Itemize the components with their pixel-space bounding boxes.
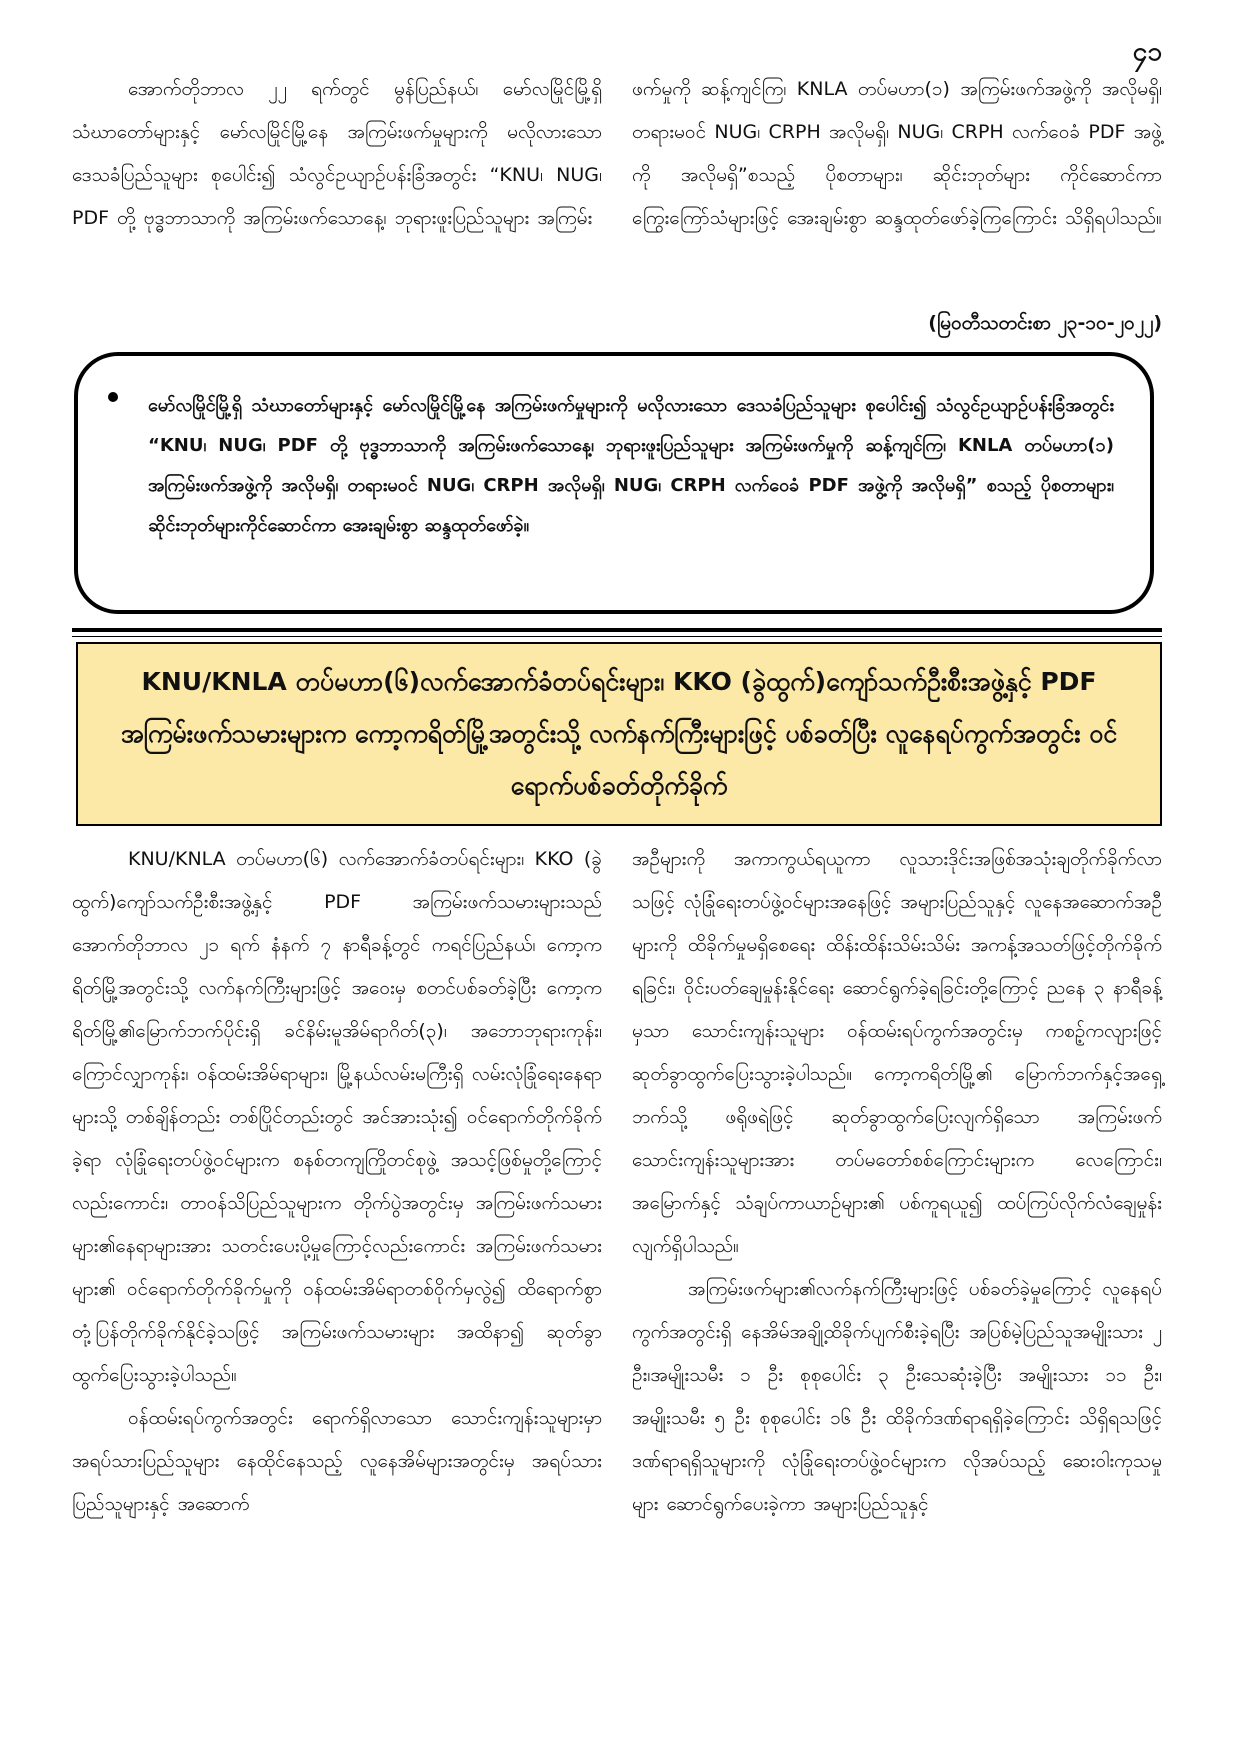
top-left-column bbox=[72, 68, 602, 298]
article-paragraph: ဝန်ထမ်းရပ်ကွက်အတွင်း ရောက်ရှိလာသော သောင်းကျန်းသူများမှာ အရပ်သားပြည်သူများ နေထိုင်နေသည့် လူနေအိမ်များအတွင်းမှ အရပ်သားပြည်သူများနှင့် အဆောက် bbox=[72, 1407, 602, 1515]
bullet-icon bbox=[108, 392, 118, 402]
highlight-summary-box bbox=[74, 352, 1154, 614]
top-left-paragraph: အောက်တိုဘာလ ၂၂ ရက်တွင် မွန်ပြည်နယ်၊ မော်လမြိုင်မြို့ရှိ သံဃာတော်များနှင့် မော်လမြိုင်မြို့နေ အကြမ်းဖက်မှုများကို မလိုလားသော ဒေသခံပြည်သူများ စုပေါင်း၍ သံလွင်ဥယျာဉ်ပန်းခြံအတွင်း “KNU၊ NUG၊ PDF တို့ ဗုဒ္ဓဘာသာကို အကြမ်းဖက်သောနေ့၊ ဘုရားဖူးပြည်သူများ အကြမ်း bbox=[72, 78, 602, 229]
source-citation: (မြဝတီသတင်းစာ ၂၃-၁၀-၂၀၂၂) bbox=[928, 312, 1162, 334]
top-right-column bbox=[632, 68, 1162, 298]
article-paragraph: KNU/KNLA တပ်မဟာ(၆) လက်အောက်ခံတပ်ရင်းများ၊ KKO (ခွဲထွက်)ကျော်သက်ဦးစီးအဖွဲ့နှင့် PDF အကြမ်းဖက်သမားများသည် အောက်တိုဘာလ ၂၁ ရက် နံနက် ၇ နာရီခန့်တွင် ကရင်ပြည်နယ်၊ ကော့ကရိတ်မြို့အတွင်းသို့ လက်နက်ကြီးများဖြင့် အဝေးမှ စတင်ပစ်ခတ်ခဲ့ပြီး ကော့ကရိတ်မြို့၏မြောက်ဘက်ပိုင်းရှိ ခင်နိမ်းမူအိမ်ရာဂိတ်(၃)၊ အဘောဘုရားကုန်း၊ ကြောင်လျှာကုန်း၊ ဝန်ထမ်းအိမ်ရာများ၊ မြို့နယ်လမ်းမကြီးရှိ လမ်းလုံခြုံရေးနေရာများသို့ တစ်ချိန်တည်း တစ်ပြိုင်တည်းတွင် အင်အားသုံး၍ ဝင်ရောက်တိုက်ခိုက်ခဲ့ရာ လုံခြုံရေးတပ်ဖွဲ့ဝင်များက စနစ်တကျကြိုတင်စုဖွဲ့ အသင့်ဖြစ်မှုတို့ကြောင့်လည်းကောင်း၊ တာဝန်သိပြည်သူများက တိုက်ပွဲအတွင်းမှ အကြမ်းဖက်သမားများ၏နေရာများအား သတင်းပေးပို့မှုကြောင့်လည်းကောင်း အကြမ်းဖက်သမားများ၏ ဝင်ရောက်တိုက်ခိုက်မှုကို ဝန်ထမ်းအိမ်ရာတစ်ဝိုက်မှလွဲ၍ ထိရောက်စွာ တုံ့ပြန်တိုက်ခိုက်နိုင်ခဲ့သဖြင့် အကြမ်းဖက်သမားများ အထိနာ၍ ဆုတ်ခွာထွက်ပြေးသွားခဲ့ပါသည်။ bbox=[72, 848, 602, 1386]
top-text-columns bbox=[72, 68, 1162, 298]
article-paragraph: အကြမ်းဖက်များ၏လက်နက်ကြီးများဖြင့် ပစ်ခတ်ခဲ့မှုကြောင့် လူနေရပ်ကွက်အတွင်းရှိ နေအိမ်အချို့ထိခိုက်ပျက်စီးခဲ့ရပြီး အပြစ်မဲ့ပြည်သူအမျိုးသား ၂ ဦး၊အမျိုးသမီး ၁ ဦး စုစုပေါင်း ၃ ဦးသေဆုံးခဲ့ပြီး အမျိုးသား ၁၁ ဦး၊ အမျိုးသမီး ၅ ဦး စုစုပေါင်း ၁၆ ဦး ထိခိုက်ဒဏ်ရာရရှိခဲ့ကြောင်း သိရှိရသဖြင့် ဒဏ်ရာရရှိသူများကို လုံခြုံရေးတပ်ဖွဲ့ဝင်များက လိုအပ်သည့် ဆေးဝါးကုသမှုများ ဆောင်ရွက်ပေးခဲ့ကာ အများပြည်သူနှင့် bbox=[632, 1278, 1162, 1515]
top-right-paragraph: ဖက်မှုကို ဆန့်ကျင်ကြ၊ KNLA တပ်မဟာ(၁) အကြမ်းဖက်အဖွဲ့ကို အလိုမရှိ၊ တရားမဝင် NUG၊ CRPH အလိုမရှိ၊ NUG၊ CRPH လက်ဝေခံ PDF အဖွဲ့ကို အလိုမရှိ”စသည့် ပိုစတာများ၊ ဆိုင်းဘုတ်များ ကိုင်ဆောင်ကာ ကြွေးကြော်သံများဖြင့် အေးချမ်းစွာ ဆန္ဒထုတ်ဖော်ခဲ့ကြကြောင်း သိရှိရပါသည်။ bbox=[632, 78, 1162, 229]
article-right-column bbox=[632, 838, 1162, 1733]
section-divider-thin bbox=[72, 636, 1162, 637]
headline-box bbox=[76, 642, 1162, 826]
article-left-column bbox=[72, 838, 602, 1733]
article-headline: KNU/KNLA တပ်မဟာ(၆)လက်အောက်ခံတပ်ရင်းများ၊ KKO (ခွဲထွက်)ကျော်သက်ဦးစီးအဖွဲ့နှင့် PDF အကြမ်းဖက်သမားများက ကော့ကရိတ်မြို့အတွင်းသို့ လက်နက်ကြီးများဖြင့် ပစ်ခတ်ပြီး လူနေရပ်ကွက်အတွင်း ဝင်ရောက်ပစ်ခတ်တိုက်ခိုက် bbox=[120, 667, 1118, 800]
article-paragraph: အဦများကို အကာကွယ်ရယူကာ လူသားဒိုင်းအဖြစ်အသုံးချတိုက်ခိုက်လာသဖြင့် လုံခြုံရေးတပ်ဖွဲ့ဝင်များအနေဖြင့် အများပြည်သူနှင့် လူနေအဆောက်အဦများကို ထိခိုက်မှုမရှိစေရေး ထိန်းထိန်းသိမ်းသိမ်း အကန့်အသတ်ဖြင့်တိုက်ခိုက်ရခြင်း၊ ဝိုင်းပတ်ချေမှုန်းနိုင်ရေး ဆောင်ရွက်ခဲ့ရခြင်းတို့ကြောင့် ညနေ ၃ နာရီခန့်မှသာ သောင်းကျန်းသူများ ဝန်ထမ်းရပ်ကွက်အတွင်းမှ ကစဉ့်ကလျားဖြင့် ဆုတ်ခွာထွက်ပြေးသွားခဲ့ပါသည်။ ကော့ကရိတ်မြို့၏ မြောက်ဘက်နှင့်အရှေ့ဘက်သို့ ဖရိုဖရဲဖြင့် ဆုတ်ခွာထွက်ပြေးလျက်ရှိသော အကြမ်းဖက်သောင်းကျန်းသူများအား တပ်မတော်စစ်ကြောင်းများက လေကြောင်း၊ အမြောက်နှင့် သံချပ်ကာယာဉ်များ၏ ပစ်ကူရယူ၍ ထပ်ကြပ်လိုက်လံချေမှုန်းလျက်ရှိပါသည်။ bbox=[632, 848, 1162, 1257]
article-columns bbox=[72, 838, 1162, 1733]
section-divider bbox=[72, 628, 1162, 632]
highlight-summary-text: မော်လမြိုင်မြို့ရှိ သံဃာတော်များနှင့် မော်လမြိုင်မြို့နေ အကြမ်းဖက်မှုများကို မလိုလားသော ဒေသခံပြည်သူများ စုပေါင်း၍ သံလွင်ဥယျာဉ်ပန်းခြံအတွင်း “KNU၊ NUG၊ PDF တို့ ဗုဒ္ဓဘာသာကို အကြမ်းဖက်သောနေ့၊ ဘုရားဖူးပြည်သူများ အကြမ်းဖက်မှုကို ဆန့်ကျင်ကြ၊ KNLA တပ်မဟာ(၁) အကြမ်းဖက်အဖွဲ့ကို အလိုမရှိ၊ တရားမဝင် NUG၊ CRPH အလိုမရှိ၊ NUG၊ CRPH လက်ဝေခံ PDF အဖွဲ့ကို အလိုမရှိ” စသည့် ပိုစတာများ၊ ဆိုင်းဘုတ်များကိုင်ဆောင်ကာ အေးချမ်းစွာ ဆန္ဒထုတ်ဖော်ခဲ့။ bbox=[148, 395, 1114, 536]
page-number: ၄၁ bbox=[1132, 37, 1162, 67]
